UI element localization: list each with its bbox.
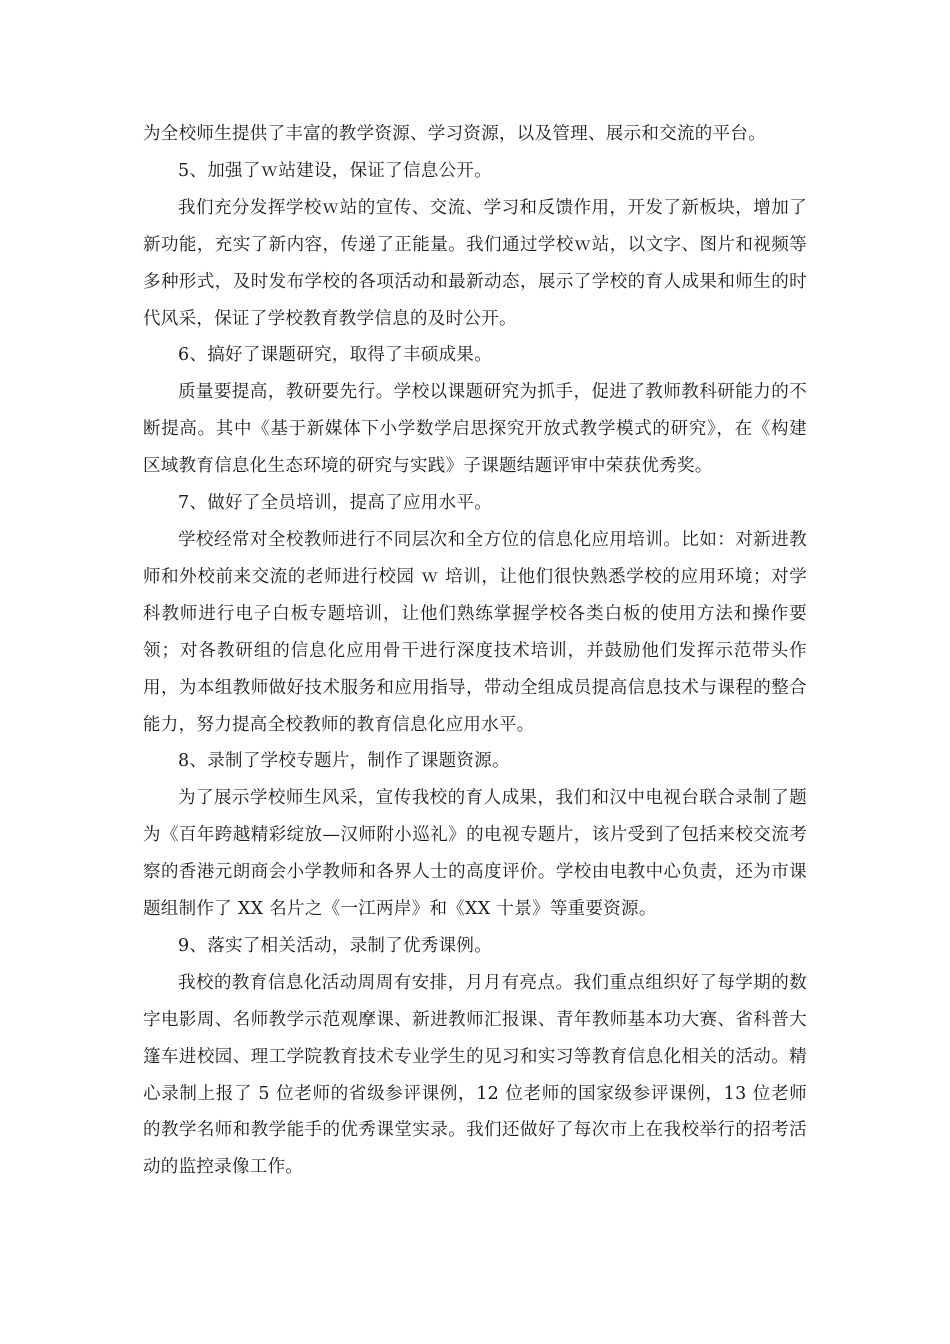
paragraph: 学校经常对全校教师进行不同层次和全方位的信息化应用培训。比如：对新进教师和外校前来交流的老师进行校园 ｗ 培训，让他们很快熟悉学校的应用环境；对学科教师进行电子白板专题培训，让他们熟练掌握学校各类白板的使用方法和操作要领；对各教研组的信息化应用骨干进行深度技术培训，并鼓励他们发挥示范带头作用，为本组教师做好技术服务和应用指导，带动全组成员提高信息技术与课程的整合能力，努力提高全校教师的教育信息化应用水平。: [143, 529, 807, 735]
section-heading-7: 7、做好了全员培训，提高了应用水平。: [178, 493, 493, 514]
section-heading-6: 6、搞好了课题研究，取得了丰硕成果。: [178, 345, 493, 366]
paragraph: 我校的教育信息化活动周周有安排，月月有亮点。我们重点组织好了每学期的数字电影周、名师教学示范观摩课、新进教师汇报课、青年教师基本功大赛、省科普大篷车进校园、理工学院教育技术专业学生的见习和实习等教育信息化相关的活动。精心录制上报了 5 位老师的省级参评课例，12 位老师的国家级参评课例，13 位老师的教学名师和教学能手的优秀课堂实录。我们还做好了每次市上在我校举行的招考活动的监控录像工作。: [143, 972, 807, 1178]
section-heading-8: 8、录制了学校专题片，制作了课题资源。: [178, 751, 510, 772]
paragraph: 为了展示学校师生风采，宣传我校的育人成果，我们和汉中电视台联合录制了题为《百年跨越精彩绽放—汉师附小巡礼》的电视专题片，该片受到了包括来校交流考察的香港元朗商会小学教师和各界人士的高度评价。学校由电教中心负责，还为市课题组制作了 XX 名片之《一江两岸》和《XX 十景》等重要资源。: [143, 788, 807, 920]
section-heading-5: 5、加强了ｗ站建设，保证了信息公开。: [178, 160, 493, 181]
document-body: [143, 116, 807, 1186]
paragraph-continuation: 为全校师生提供了丰富的教学资源、学习资源，以及管理、展示和交流的平台。: [143, 124, 766, 144]
paragraph: 我们充分发挥学校ｗ站的宣传、交流、学习和反馈作用，开发了新板块，增加了新功能，充实了新内容，传递了正能量。我们通过学校ｗ站，以文字、图片和视频等多种形式，及时发布学校的各项活动和最新动态，展示了学校的育人成果和师生的时代风采，保证了学校教育教学信息的及时公开。: [143, 197, 807, 329]
section-heading-9: 9、落实了相关活动，录制了优秀课例。: [178, 935, 493, 956]
paragraph: 质量要提高，教研要先行。学校以课题研究为抓手，促进了教师教科研能力的不断提高。其中《基于新媒体下小学数学启思探究开放式教学模式的研究》，在《构建区域教育信息化生态环境的研究与实践》子课题结题评审中荣获优秀奖。: [143, 382, 807, 477]
